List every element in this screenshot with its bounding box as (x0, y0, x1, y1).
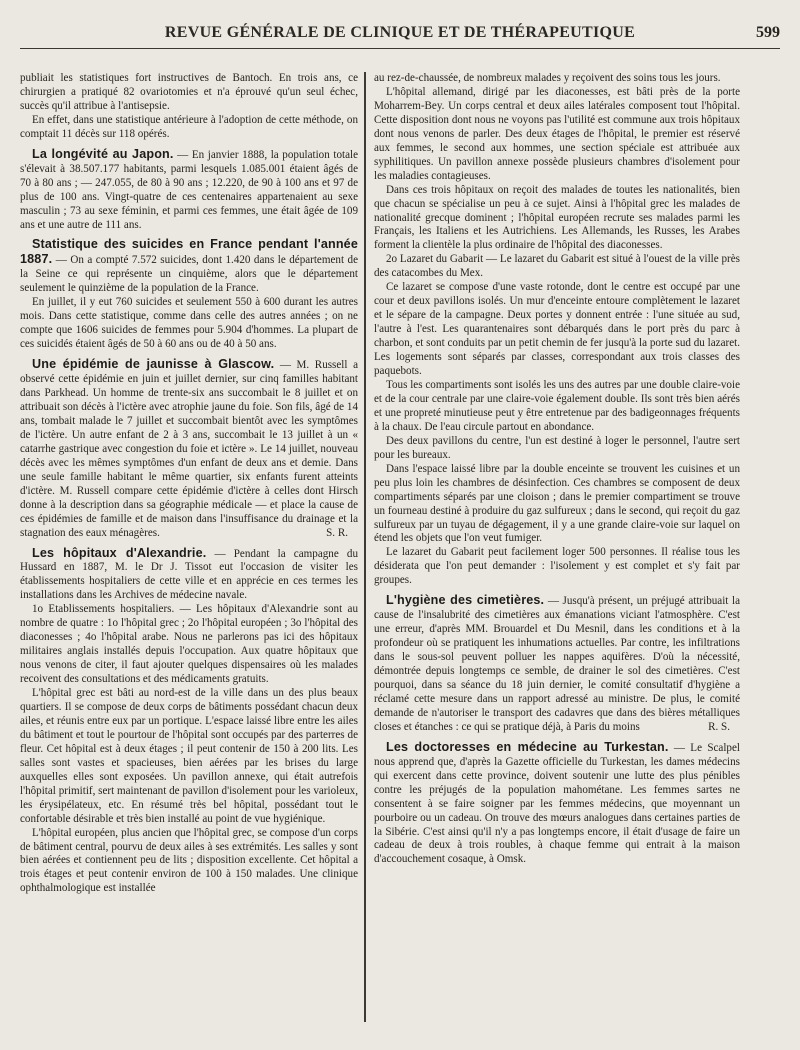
article-paragraph: L'hôpital allemand, dirigé par les diaconesses, est bâti près de la porte Moharrem-Bey. Un corps central et deux ailes latérales composent tout l'hôpital. Cette disposition dont nous ne voyons pas l'utilité est commune aux trois hôpitaux dont nous venons de parler. Des deux étages de l'hôpital, le premier est réservé aux femmes, le second aux hommes, une section spéciale est attribuée aux syphilitiques. Un pavillon annexe possède plusieurs chambres d'isolement pour les maladies contagieuses. (374, 85, 740, 182)
article-paragraph (20, 547, 358, 604)
article-signature: R. S. (708, 720, 730, 733)
article-heading: Les doctoresses en médecine au Turkestan. (386, 739, 669, 754)
page-number: 599 (756, 24, 780, 41)
page-header (20, 24, 780, 49)
article-text: — On a compté 7.572 suicides, dont 1.420 dans le département de la Seine ce qui représente un cinquième, alors que le département seulement le quinzième de la population de la France. (20, 254, 358, 295)
article-signature: S. R. (326, 526, 348, 539)
article-paragraph (20, 238, 358, 296)
article-heading: Les hôpitaux d'Alexandrie. (32, 545, 207, 560)
article-paragraph (20, 358, 358, 540)
article-text: — Pendant la campagne du Hussard en 1887, M. le Dr J. Tissot eut l'occasion de visiter les établissements hospitaliers de cette ville et en apprécie en ces termes les installations dans les Archives de médecine navale. (20, 547, 358, 602)
article-text: — Le Scalpel nous apprend que, d'après la Gazette officielle du Turkestan, les dames médecins qui exercent dans cette province, doivent soutenir une lutte des plus pénibles contre les préjugés de la population mahométane. Les femmes sartes ne consentent à se faire soigner par les femmes médecins, que moyennant un pourboire ou un cadeau. On trouve des mœurs analogues dans certaines parties de la Sibérie. C'est ainsi qu'il n'y a pas longtemps encore, il était d'usage de faire un cadeau de deux à trois roubles, à chaque femme qui entrait à la maison d'accouchement cosaque, à Omsk. (374, 741, 740, 866)
article-paragraph (374, 741, 740, 868)
article-text: — Jusqu'à présent, un préjugé attribuait la cause de l'insalubrité des cimetières aux émanations viciant l'atmosphère. C'est une erreur, d'après MM. Brouardel et Du Mesnil, dans les conditions et à la profondeur où se pratiquent les inhumations actuelles. Par contre, les infiltrations dans le sous-sol peuvent polluer les nappes aquifères. D'où la nécessité, démontrée depuis longtemps ce semble, de drainer le sol des cimetières. C'est pourquoi, dans sa séance du 18 juin dernier, le comité consultatif d'hygiène a réclamé cette mesure dans un rapport adressé au ministre. De plus, le comité demande de n'autoriser le transport des cadavres que dans des bières métalliques closes et étanches : ce qui se pratique déjà, à Paris du moins (374, 595, 740, 733)
article-paragraph: Dans l'espace laissé libre par la double enceinte se trouvent les cuisines et un peu plus loin les chambres de désinfection. Ces chambres se composent de deux compartiments séparés par une cloison ; dans le premier compartiment se trouve un fourneau destiné à produire du gaz sulfureux ; dans le second, qui reçoit du gaz sulfureux par un tuyau de dégagement, il y a une grande claire-voie sur laquel on étend les objets que l'on veut fumiger. (374, 462, 740, 545)
article-paragraph: Des deux pavillons du centre, l'un est destiné à loger le personnel, l'autre sert pour les bureaux. (374, 434, 740, 461)
intro-paragraph: En effet, dans une statistique antérieure à l'adoption de cette méthode, on comptait 11 décès sur 118 opérés. (20, 113, 358, 140)
article-japon (20, 148, 358, 233)
article-paragraph: En juillet, il y eut 760 suicides et seulement 550 à 600 durant les autres mois. Dans cette statistique, comme dans celle des autres années ; on ne compte que 1606 suicides de femmes pour 5.904 d'hommes. La plupart de ces suicidés étaient âgés de 50 à 60 ans ou de 40 à 50 ans. (20, 296, 358, 351)
article-alexandrie (20, 547, 358, 897)
article-paragraph: L'hôpital grec est bâti au nord-est de la ville dans un des plus beaux quartiers. Il se compose de deux corps de bâtiments possédant chacun deux ailes, et réunis entre eux par un portique. L'espace laissé libre entre les ailes du bâtiment et tout le pourtour de l'hôpital sont occupés par des parterres de fleur. Cet hôpital est à deux étages ; il peut contenir de 150 à 200 lits. Les salles sont vastes et spacieuses, bien aérées par les brises du large auxquelles elles sont exposées. Un pavillon annexe, qui était autrefois l'hôpital primitif, sert maintenant de pavillon d'isolement pour les varioleux, les érysipélateux, etc. En résumé très bel hôpital, possédant tout le confortable désirable et très bien installé au point de vue hygiénique. (20, 687, 358, 825)
article-doctoresses (374, 741, 740, 868)
article-jaunisse (20, 358, 358, 540)
article-paragraph: 2o Lazaret du Gabarit — Le lazaret du Gabarit est situé à l'ouest de la ville près des catacombes du Mex. (374, 253, 740, 280)
right-column (374, 72, 740, 1032)
intro-paragraph: publiait les statistiques fort instructives de Bantoch. En trois ans, ce chirurgien a pratiqué 82 ovariotomies et n'a éprouvé qu'un seul échec, succès qu'il attribue à l'antisepsie. (20, 72, 358, 112)
article-text: — En janvier 1888, la population totale s'élevait à 38.507.177 habitants, parmi lesquels 1.085.001 étaient âgés de 70 à 80 ans ; — 247.055, de 80 à 90 ans ; 12.220, de 90 à 100 ans et 97 de plus de 100 ans. Vingt-quatre de ces centenaires appartenaient au sexe masculin ; 73 au sexe féminin, et parmi ces femmes, une était âgée de 109 ans et une autre de 111 ans. (20, 148, 358, 231)
article-cimetieres (374, 594, 740, 735)
article-paragraph: 1o Etablissements hospitaliers. — Les hôpitaux d'Alexandrie sont au nombre de quatre : 1o l'hôpital grec ; 2o l'hôpital européen ; 3o l'hôpital des diaconesses ; 4o l'hôpital arabe. Nous ne parlerons pas ici des hôpitaux militaires anglais installés depuis l'occupation. Aux quatre hôpitaux que nous venons de citer, il faut ajouter quelques dispensaires où les malades recoivent des consultations et des médicaments gratuits. (20, 603, 358, 686)
article-heading: L'hygiène des cimetières. (386, 593, 545, 608)
left-column (20, 72, 358, 1032)
column-divider (364, 72, 366, 1022)
article-paragraph: Dans ces trois hôpitaux on reçoit des malades de toutes les nationalités, bien que chacun se spécialise un peu à ce sujet. Ainsi à l'hôpital grec les malades de nationalité grecque dominent ; l'hôpital européen recrute ses malades parmi les Français, les Italiens et les Autrichiens. Les Allemands, les Russes, les Arabes forment la clientèle la plus ordinaire de l'hôpital des diaconesses. (374, 183, 740, 252)
article-paragraph (374, 594, 740, 735)
article-heading: Une épidémie de jaunisse à Glascow. (32, 357, 275, 372)
article-paragraph: Ce lazaret se compose d'une vaste rotonde, dont le centre est occupé par une cour et deux pavillons isolés. Un mur d'enceinte entoure complètement le lazaret et le sépare de la campagne. Deux portes y donnent entrée : l'une située au sud, l'autre à l'est. Les quarantenaires sont débarqués dans le port près du parc à charbon, et sont conduits par un petit chemin de fer jusqu'à la porte sud du lazaret. Les logements sont séparés par classes, correspondant aux trois classes des paquebots. (374, 281, 740, 378)
article-paragraph: Tous les compartiments sont isolés les uns des autres par une double claire-voie et de la cour centrale par une claire-voie également double. Ils sont très bien aérés et une propreté minutieuse peut y être entretenue par des badigeonnages fréquents à la chaux. De l'eau circule partout en abondance. (374, 378, 740, 433)
article-paragraph: au rez-de-chaussée, de nombreux malades y reçoivent des soins tous les jours. (374, 72, 721, 84)
article-paragraph (20, 148, 358, 233)
article-heading: Statistique des suicides en France pendant l'année 1887. (20, 237, 358, 267)
article-paragraph: Le lazaret du Gabarit peut facilement loger 500 personnes. Il réalise tous les désiderata que l'on peut demander : l'isolement y est complet et s'y fait par groupes. (374, 546, 740, 587)
running-title: REVUE GÉNÉRALE DE CLINIQUE ET DE THÉRAPEUTIQUE (164, 24, 636, 41)
article-text: — M. Russell a observé cette épidémie en juin et juillet dernier, sur cinq familles habitant dans Parkhead. Un homme de trente-six ans succombait le 8 juillet et on attribuait son décès à l'ictère avec atrophie jaune du foie. Son fils, âgé de 14 ans, tombait malade le 7 juillet et succombait bientôt avec les symptômes de l'ictère. Un autre enfant de 2 à 3 ans, succombait le 13 juillet à un « catarrhe gastrique avec congestion du foie et ictère ». Le 14 juillet, nouveau décès avec les mêmes symptômes d'un enfant de deux ans et demie. Dans une seule famille habitant le même quartier, six enfants furent atteints d'ictère. M. Russell compare cette épidémie d'ictère à celles dont Hirsch donne à la description dans sa géographie médicale — et place la cause de ces épidémies de famille et de maison dans l'insuffisance du drainage et la stagnation des eaux ménagères. (20, 359, 358, 539)
article-heading: La longévité au Japon. (32, 146, 174, 161)
article-suicides (20, 238, 358, 352)
article-paragraph: L'hôpital européen, plus ancien que l'hôpital grec, se compose d'un corps de bâtiment central, pourvu de deux ailes à ses extrémités. Les salles y sont bien aérées et contiennent peu de lits ; disposition excellente. Cet hôpital a trois étages et peut contenir environ de 100 à 150 malades. Une clinique ophthalmologique est installée (20, 826, 358, 895)
